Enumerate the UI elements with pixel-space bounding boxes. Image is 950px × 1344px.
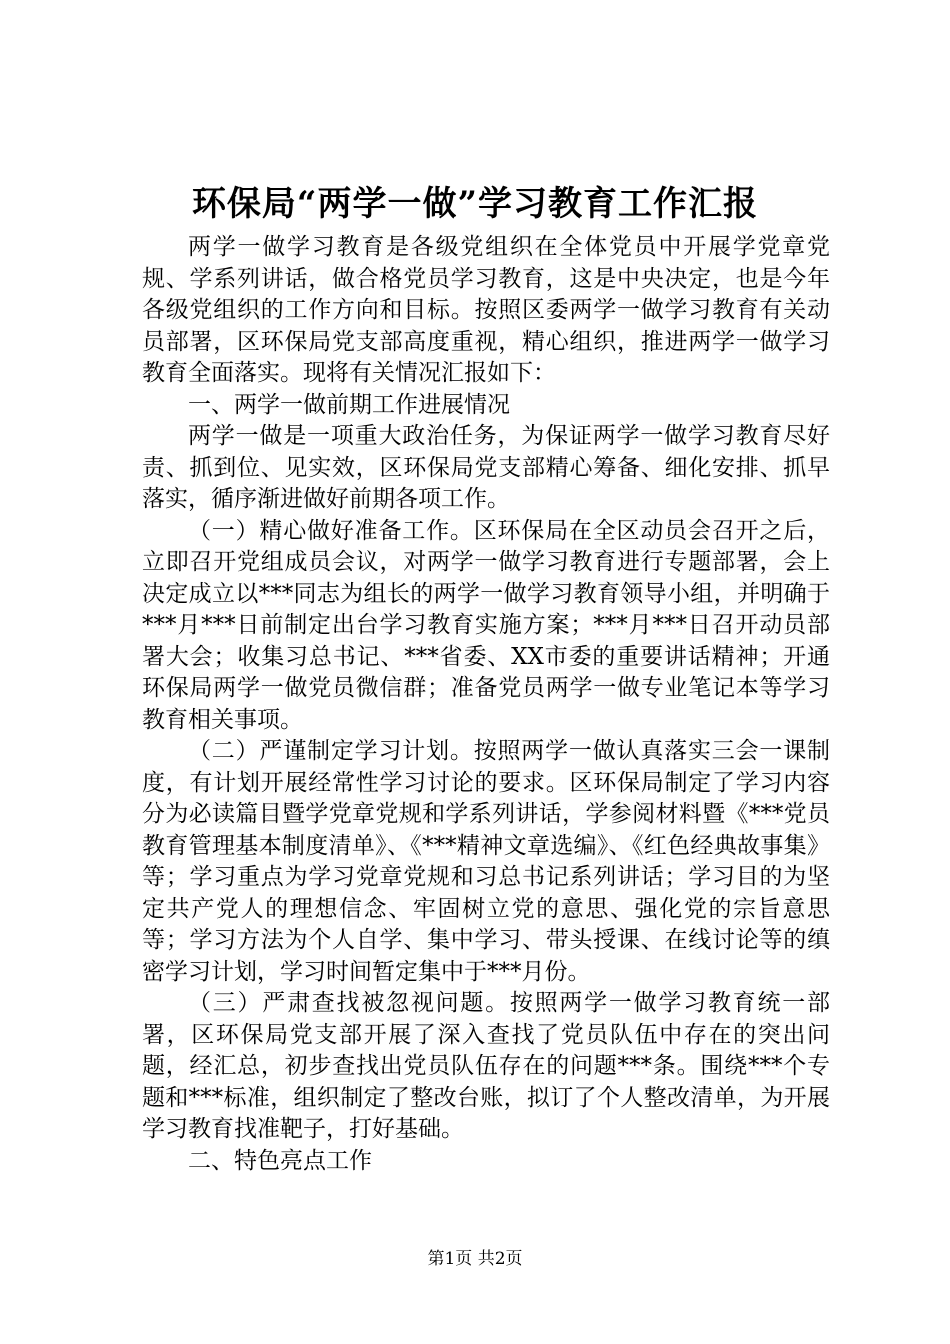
page-footer: 第1页 共2页 bbox=[427, 1249, 523, 1269]
paragraph-section-1: 两学一做是一项重大政治任务，为保证两学一做学习教育尽好责、抓到位、见实效，区环保局党支部精心筹备、细化安排、抓早落实，循序渐进做好前期各项工作。 bbox=[142, 423, 830, 512]
section-heading-2: 二、特色亮点工作 bbox=[188, 1147, 372, 1174]
paragraph-subsection-1: （一）精心做好准备工作。区环保局在全区动员会召开之后，立即召开党组成员会议，对两学一做学习教育进行专题部署，会上决定成立以***同志为组长的两学一做学习教育领导小组，并明确于***月***日前制定出台学习教育实施方案；***月***日召开动员部署大会；收集习总书记、***省委、XX市委的重要讲话精神；开通环保局两学一做党员微信群；准备党员两学一做专业笔记本等学习教育相关事项。 bbox=[142, 517, 830, 733]
section-heading-1: 一、两学一做前期工作进展情况 bbox=[188, 391, 510, 418]
document-body bbox=[142, 232, 830, 1177]
document-title: 环保局“两学一做”学习教育工作汇报 bbox=[191, 184, 759, 224]
paragraph-intro: 两学一做学习教育是各级党组织在全体党员中开展学党章党规、学系列讲话，做合格党员学习教育，这是中央决定，也是今年各级党组织的工作方向和目标。按照区委两学一做学习教育有关动员部署，区环保局党支部高度重视，精心组织，推进两学一做学习教育全面落实。现将有关情况汇报如下： bbox=[142, 234, 830, 386]
paragraph-subsection-3: （三）严肃查找被忽视问题。按照两学一做学习教育统一部署，区环保局党支部开展了深入查找了党员队伍中存在的突出问题，经汇总，初步查找出党员队伍存在的问题***条。围绕***个专题和***标准，组织制定了整改台账，拟订了个人整改清单，为开展学习教育找准靶子，打好基础。 bbox=[142, 990, 830, 1142]
paragraph-subsection-2: （二）严谨制定学习计划。按照两学一做认真落实三会一课制度，有计划开展经常性学习讨论的要求。区环保局制定了学习内容分为必读篇目暨学党章党规和学系列讲话，学参阅材料暨《***党员教育管理基本制度清单》、《***精神文章选编》、《红色经典故事集》等；学习重点为学习党章党规和习总书记系列讲话；学习目的为坚定共产党人的理想信念、牢固树立党的意思、强化党的宗旨意思等；学习方法为个人自学、集中学习、带头授课、在线讨论等的缜密学习计划，学习时间暂定集中于***月份。 bbox=[142, 738, 830, 985]
